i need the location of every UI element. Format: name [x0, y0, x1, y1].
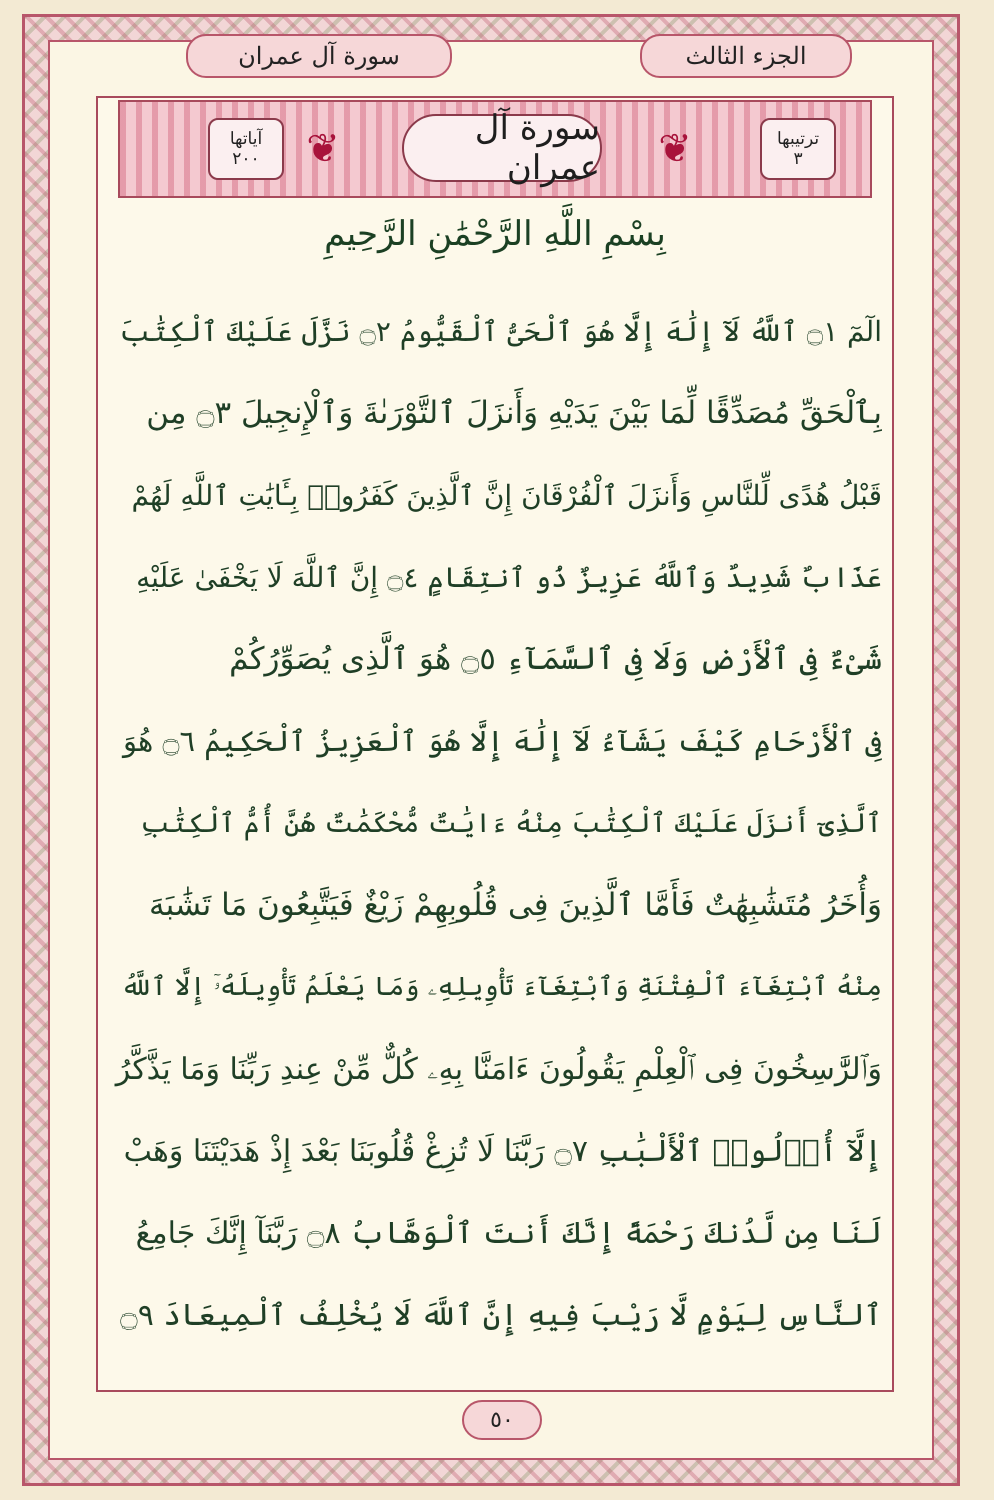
- surah-title-text: سورة آل عمران: [474, 108, 600, 188]
- text-line: [112, 700, 882, 782]
- juz-label: الجزء الثالث: [685, 42, 807, 70]
- text-line: [112, 372, 882, 454]
- juz-tab: [640, 34, 852, 78]
- line-text: ٱلَّذِىٓ أَنزَلَ عَلَيْكَ ٱلْكِتَٰبَ مِنْهُ ءَايَٰتٌ مُّحْكَمَٰتٌ هُنَّ أُمُّ ٱلْكِتَٰبِ: [140, 807, 882, 839]
- text-line: [112, 1028, 882, 1110]
- surah-name-small: سورة آل عمران: [238, 42, 400, 70]
- bismillah: بِسْمِ اللَّهِ الرَّحْمَٰنِ الرَّحِيمِ: [324, 214, 666, 254]
- surah-order-label: ترتيبها: [776, 129, 820, 149]
- line-text: الٓمٓ ۝١ ٱللَّهُ لَآ إِلَٰهَ إِلَّا هُوَ ٱلْحَىُّ ٱلْقَيُّومُ ۝٢ نَزَّلَ عَلَيْكَ ٱلْكِتَٰبَ: [119, 314, 882, 348]
- text-line: [112, 864, 882, 946]
- text-line: [112, 1110, 882, 1192]
- text-line: [112, 290, 882, 372]
- text-line: [112, 618, 882, 700]
- floral-ornament-icon: ❦: [658, 126, 692, 172]
- text-line: [112, 1274, 882, 1356]
- verse-lines: [112, 290, 882, 1356]
- verse-count-value: ٢٠٠: [232, 149, 260, 169]
- surah-title: [402, 108, 602, 188]
- line-text: عَذَابٌ شَدِيدٌ وَٱللَّهُ عَزِيزٌ ذُو ٱنتِقَامٍ ۝٤ إِنَّ ٱللَّهَ لَا يَخْفَىٰ عَلَيْهِ: [136, 560, 882, 594]
- text-line: [112, 1192, 882, 1274]
- line-text: إِلَّآ أُو۟لُوا۟ ٱلْأَلْبَٰبِ ۝٧ رَبَّنَا لَا تُزِغْ قُلُوبَنَا بَعْدَ إِذْ هَدَيْتَنَا وَهَبْ: [123, 1133, 882, 1169]
- line-text: شَىْءٌ فِى ٱلْأَرْضِ وَلَا فِى ٱلسَّمَآءِ ۝٥ هُوَ ٱلَّذِى يُصَوِّرُكُمْ: [229, 641, 882, 677]
- surah-order-value: ٣: [793, 149, 803, 169]
- line-text: وَٱلرَّٰسِخُونَ فِى ٱلْعِلْمِ يَقُولُونَ ءَامَنَّا بِهِۦ كُلٌّ مِّنْ عِندِ رَبِّنَا وَمَا يَذَّكَّرُ: [115, 1051, 882, 1087]
- page-number-text: ٥٠: [490, 1407, 514, 1433]
- text-line: [112, 454, 882, 536]
- verse-count-label: آياتها: [229, 129, 263, 149]
- line-text: لَنَا مِن لَّدُنكَ رَحْمَةً إِنَّكَ أَنتَ ٱلْوَهَّابُ ۝٨ رَبَّنَآ إِنَّكَ جَامِعُ: [135, 1215, 882, 1251]
- floral-ornament-icon: ❦: [306, 126, 340, 172]
- line-text: فِى ٱلْأَرْحَامِ كَيْفَ يَشَآءُ لَآ إِلَٰهَ إِلَّا هُوَ ٱلْعَزِيزُ ٱلْحَكِيمُ ۝٦ هُوَ: [123, 724, 882, 758]
- text-line: [112, 536, 882, 618]
- line-text: ٱلنَّاسِ لِيَوْمٍ لَّا رَيْبَ فِيهِ إِنَّ ٱللَّهَ لَا يُخْلِفُ ٱلْمِيعَادَ ۝٩: [120, 1297, 882, 1333]
- line-text: مِنْهُ ٱبْتِغَآءَ ٱلْفِتْنَةِ وَٱبْتِغَآءَ تَأْوِيلِهِۦ وَمَا يَعْلَمُ تَأْوِيلَهُۥٓ إِلَّا ٱللَّهُ: [120, 971, 882, 1002]
- surah-order-box: [760, 118, 836, 180]
- line-text: قَبْلُ هُدًى لِّلنَّاسِ وَأَنزَلَ ٱلْفُرْقَانَ إِنَّ ٱلَّذِينَ كَفَرُوا۟ بِـَٔايَٰتِ ٱللَّهِ لَهُمْ: [131, 478, 882, 512]
- text-line: [112, 946, 882, 1028]
- page-number: [462, 1400, 542, 1440]
- verse-count-box: [208, 118, 284, 180]
- line-text: وَأُخَرُ مُتَشَٰبِهَٰتٌ فَأَمَّا ٱلَّذِينَ فِى قُلُوبِهِمْ زَيْغٌ فَيَتَّبِعُونَ مَا تَشَٰبَهَ: [149, 887, 882, 923]
- surah-name-tab: [186, 34, 452, 78]
- line-text: بِٱلْحَقِّ مُصَدِّقًا لِّمَا بَيْنَ يَدَيْهِ وَأَنزَلَ ٱلتَّوْرَىٰةَ وَٱلْإِنجِيلَ ۝٣ مِن: [146, 395, 882, 431]
- text-line: [112, 782, 882, 864]
